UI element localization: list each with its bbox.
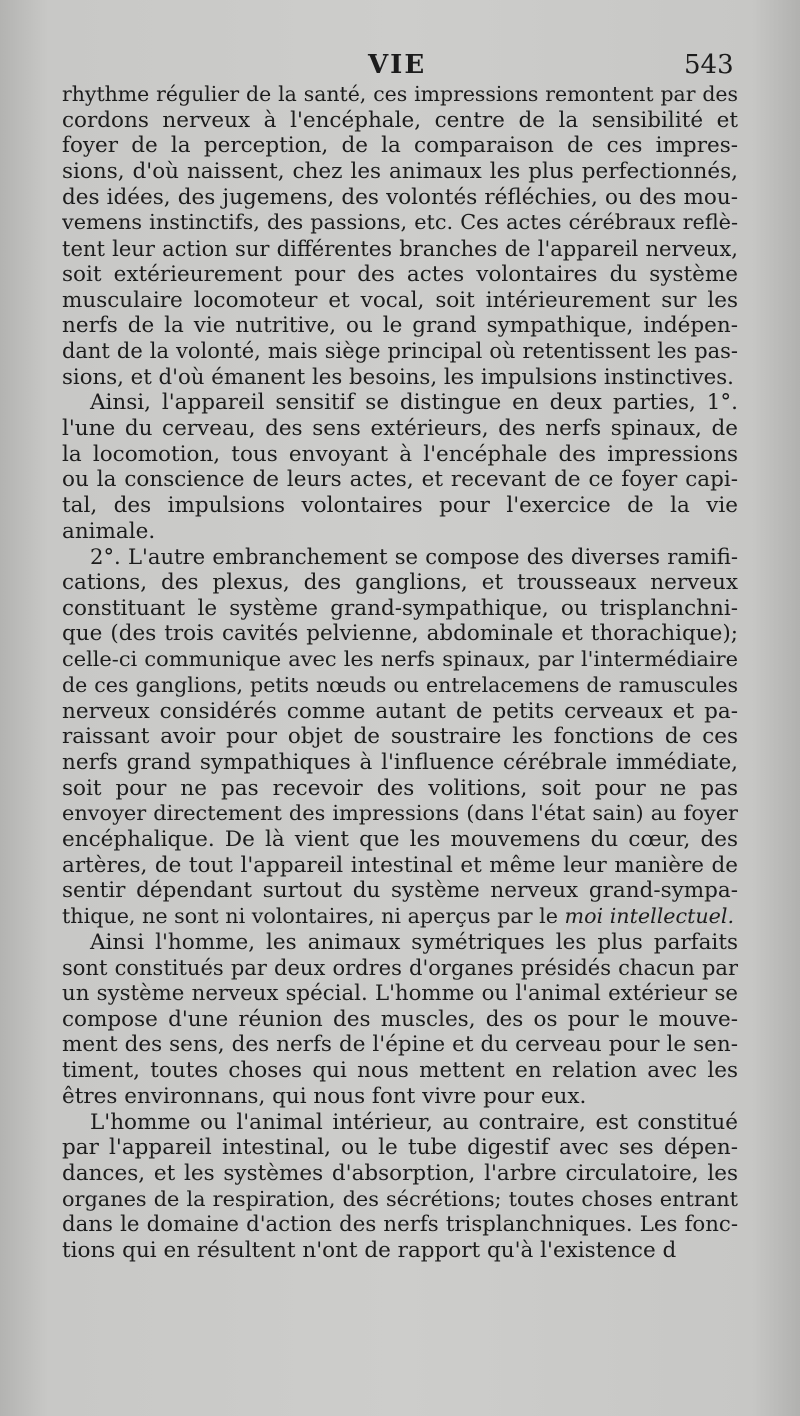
text-line: sions, et d'où émanent les besoins, les impulsions instinctives. [62,364,734,390]
text-line: de ces ganglions, petits nœuds ou entrelacemens de ramuscules [62,672,738,697]
body-text [62,82,738,1264]
paragraph [62,82,738,390]
paragraph [62,390,738,544]
text-line: sions, d'où naissent, chez les animaux les plus perfectionnés, [62,159,738,185]
text-line: nerfs grand sympathiques à l'influence cérébrale immédiate, [62,749,738,775]
text-line: Ainsi l'homme, les animaux symétriques les plus parfaits [90,929,738,955]
page-number: 543 [684,50,734,80]
text-line: sentir dépendant surtout du système nerveux grand-sympa- [62,878,738,904]
running-head [0,50,800,84]
text-line: dans le domaine d'action des nerfs trisplanchniques. Les fonc- [62,1212,738,1238]
text-line: nerfs de la vie nutritive, ou le grand sympathique, indépen- [62,313,738,339]
text-line: ment des sens, des nerfs de l'épine et du cerveau pour le sen- [62,1032,738,1058]
text-line: artères, de tout l'appareil intestinal et même leur manière de [62,852,738,878]
text-line: que (des trois cavités pelvienne, abdominale et thorachique); [62,621,738,647]
text-line: envoyer directement des impressions (dans l'état sain) au foyer [62,801,738,826]
text-line: constituant le système grand-sympathique, ou trisplanchni- [62,595,738,621]
text-line: L'homme ou l'animal intérieur, au contraire, est constitué [90,1109,738,1135]
text-line: foyer de la perception, de la comparaison de ces impres- [62,133,738,159]
text-line: un système nerveux spécial. L'homme ou l'animal extérieur se [62,981,738,1007]
text-line: tions qui en résultent n'ont de rapport qu'à l'existence d [62,1237,677,1263]
text-line: musculaire locomoteur et vocal, soit intérieurement sur les [62,287,738,313]
text-line: vemens instinctifs, des passions, etc. Ces actes cérébraux reflè- [62,210,738,235]
text-line: tent leur action sur différentes branches de l'appareil nerveux, [62,236,738,262]
paragraph [62,544,738,929]
text-line: la locomotion, tous envoyant à l'encéphale des impressions [62,441,738,467]
text-line: celle-ci communique avec les nerfs spinaux, par l'intermédiaire [62,647,738,672]
text-line: l'une du cerveau, des sens extérieurs, des nerfs spinaux, de [62,415,738,441]
text-line: nerveux considérés comme autant de petits cerveaux et pa- [62,698,738,724]
text-line: compose d'une réunion des muscles, des os pour le mouve- [62,1006,738,1032]
text-line: encéphalique. De là vient que les mouvemens du cœur, des [62,826,738,852]
text-line: rhythme régulier de la santé, ces impressions remontent par des [62,82,738,106]
text-line: sont constitués par deux ordres d'organes présidés chacun par [62,955,738,981]
text-line: êtres environnans, qui nous font vivre pour eux. [62,1083,587,1109]
paragraph [62,930,738,1110]
text-line: par l'appareil intestinal, ou le tube digestif avec ses dépen- [62,1135,738,1161]
running-title: VIE [368,50,427,80]
text-line: Ainsi, l'appareil sensitif se distingue en deux parties, 1°. [90,390,738,416]
text-line: soit extérieurement pour des actes volontaires du système [62,261,738,287]
paragraph [62,1110,738,1264]
text-line: soit pour ne pas recevoir des volitions, soit pour ne pas [62,775,738,801]
text-line: dant de la volonté, mais siège principal où retentissent les pas- [62,338,738,363]
text-line: 2°. L'autre embranchement se compose des diverses ramifi- [90,544,738,570]
text-line: dances, et les systèmes d'absorption, l'arbre circulatoire, les [62,1160,738,1186]
text-line: raissant avoir pour objet de soustraire les fonctions de ces [62,724,738,750]
text-line: thique, ne sont ni volontaires, ni aperçus par le moi intellectuel. [62,904,735,928]
text-line: des idées, des jugemens, des volontés réfléchies, ou des mou- [62,184,738,210]
emphasized-term: moi intellectuel. [564,904,735,928]
text-line: cations, des plexus, des ganglions, et trousseaux nerveux [62,570,738,596]
text-line: animale. [62,518,156,544]
text-line: tal, des impulsions volontaires pour l'exercice de la vie [62,493,738,518]
text-line: organes de la respiration, des sécrétions; toutes choses entrant [62,1186,738,1211]
text-line: cordons nerveux à l'encéphale, centre de la sensibilité et [62,107,738,133]
text-line: ou la conscience de leurs actes, et recevant de ce foyer capi- [62,467,738,493]
text-line: timent, toutes choses qui nous mettent en relation avec les [62,1058,738,1084]
